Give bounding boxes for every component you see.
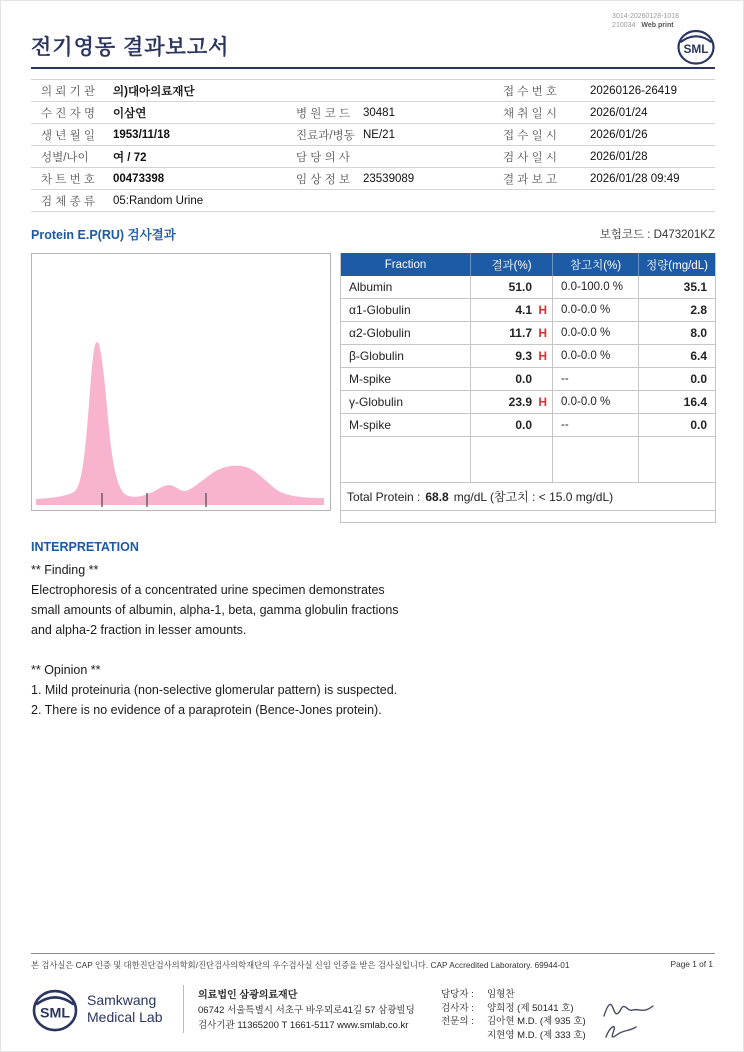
sml-logo-icon bbox=[676, 26, 716, 66]
field-value: 20260126-26419 bbox=[590, 84, 677, 97]
field-value: 의)대아의료재단 bbox=[113, 85, 195, 98]
quantity-cell: 2.8 bbox=[690, 303, 707, 317]
field-value: NE/21 bbox=[363, 128, 395, 141]
staff-line: 검사자 : 양희정 (제 50141 호) bbox=[441, 1002, 574, 1014]
blank-line bbox=[31, 640, 651, 660]
table-row bbox=[31, 102, 715, 124]
fraction-cell: γ-Globulin bbox=[341, 391, 471, 413]
reference-cell: 0.0-0.0 % bbox=[553, 322, 639, 344]
interpretation-section bbox=[31, 537, 651, 720]
total-protein-label: Total Protein : bbox=[347, 489, 421, 504]
column-header: 결과(%) bbox=[471, 253, 553, 276]
reference-cell: 0.0-0.0 % bbox=[553, 345, 639, 367]
interpretation-heading: INTERPRETATION bbox=[31, 540, 139, 554]
abnormal-flag: H bbox=[538, 395, 547, 409]
table-row bbox=[341, 299, 715, 322]
field-value: 여 / 72 bbox=[113, 151, 147, 164]
field-label: 차 트 번 호 bbox=[41, 173, 96, 186]
field-label: 접 수 일 시 bbox=[503, 129, 558, 142]
fraction-cell: α2-Globulin bbox=[341, 322, 471, 344]
accreditation-text: 본 검사실은 CAP 인증 및 대한진단검사의학회/진단검사의학재단의 우수검사실 신임 인증을 받은 검사실입니다. CAP Accredited Laboratory. 69944-01 bbox=[31, 960, 570, 970]
svg-text:SML: SML bbox=[683, 41, 709, 56]
field-label: 접 수 번 호 bbox=[503, 85, 558, 98]
page-title: 전기영동 결과보고서 bbox=[31, 36, 230, 59]
finding-line: small amounts of albumin, alpha-1, beta, gamma globulin fractions bbox=[31, 603, 399, 617]
table-row bbox=[31, 80, 715, 102]
field-value: 00473398 bbox=[113, 172, 165, 185]
field-value: 23539089 bbox=[363, 172, 415, 185]
reference-cell: 0.0-100.0 % bbox=[553, 276, 639, 298]
abnormal-flag: H bbox=[538, 303, 547, 317]
total-protein-unit: mg/dL (참고치 : < 15.0 mg/dL) bbox=[453, 490, 614, 504]
field-label: 채 취 일 시 bbox=[503, 107, 558, 120]
company-info bbox=[183, 985, 421, 1033]
table-row bbox=[31, 124, 715, 146]
field-label: 검 체 종 류 bbox=[41, 195, 96, 208]
field-value: 2026/01/26 bbox=[590, 128, 648, 141]
quantity-cell: 8.0 bbox=[690, 326, 707, 340]
table-row bbox=[341, 345, 715, 368]
signature-icon bbox=[600, 1021, 644, 1043]
table-row-empty bbox=[341, 437, 715, 483]
column-header: 참고치(%) bbox=[553, 253, 639, 276]
finding-line: Electrophoresis of a concentrated urine specimen demonstrates bbox=[31, 583, 385, 597]
fraction-cell: M-spike bbox=[341, 368, 471, 390]
company-address: 06742 서울특별시 서초구 바우뫼로41길 57 삼광빌딩 bbox=[198, 1005, 415, 1016]
staff-line: 담당자 : 임형찬 bbox=[441, 989, 515, 1000]
signatures bbox=[600, 985, 662, 1043]
company-contact: 검사기관 11365200 T 1661-5117 www.smlab.co.kr bbox=[198, 1020, 409, 1031]
result-cell: 51.0 bbox=[471, 276, 553, 298]
abnormal-flag: H bbox=[538, 326, 547, 340]
insurance-code: 보험코드 : D473201KZ bbox=[599, 229, 715, 241]
print-code bbox=[612, 12, 679, 30]
table-row bbox=[341, 391, 715, 414]
result-cell: 9.3 H bbox=[471, 345, 553, 367]
field-value: 2026/01/24 bbox=[590, 106, 648, 119]
field-label: 담 당 의 사 bbox=[296, 151, 351, 164]
print-code-line1: 3014-20260128-1018 bbox=[612, 13, 679, 20]
signature-icon bbox=[600, 999, 662, 1021]
table-row bbox=[31, 146, 715, 168]
web-print-label: Web print bbox=[641, 22, 674, 29]
page-number: Page 1 of 1 bbox=[670, 959, 713, 969]
finding-title: ** Finding ** bbox=[31, 563, 99, 577]
staff-line: 지현영 M.D. (제 333 호) bbox=[487, 1029, 586, 1041]
total-protein-value: 68.8 bbox=[425, 489, 449, 504]
result-cell: 4.1 H bbox=[471, 299, 553, 321]
field-value: 2026/01/28 bbox=[590, 150, 648, 163]
opinion-title: ** Opinion ** bbox=[31, 663, 101, 677]
results-table bbox=[340, 253, 716, 523]
results-table-header bbox=[341, 253, 715, 276]
field-value: 1953/11/18 bbox=[113, 128, 170, 141]
result-section-header bbox=[31, 225, 715, 243]
staff-info bbox=[441, 985, 586, 1042]
field-label: 임 상 정 보 bbox=[296, 173, 351, 186]
column-header: Fraction bbox=[341, 253, 471, 276]
densitometry-chart bbox=[31, 253, 331, 511]
reference-cell: -- bbox=[553, 414, 639, 436]
finding-line: and alpha-2 fraction in lesser amounts. bbox=[31, 623, 247, 637]
table-row bbox=[31, 190, 715, 212]
footer bbox=[31, 985, 715, 1043]
reference-cell: -- bbox=[553, 368, 639, 390]
field-label: 의 뢰 기 관 bbox=[41, 85, 96, 98]
footer-divider bbox=[31, 953, 715, 954]
lab-name: Samkwang Medical Lab bbox=[87, 992, 163, 1025]
field-label: 병 원 코 드 bbox=[296, 107, 351, 120]
field-label: 진료과/병동 bbox=[296, 129, 355, 142]
result-cell: 11.7 H bbox=[471, 322, 553, 344]
svg-text:SML: SML bbox=[39, 1005, 71, 1022]
patient-info-table bbox=[31, 79, 715, 212]
result-cell: 23.9 H bbox=[471, 391, 553, 413]
table-row bbox=[31, 168, 715, 190]
quantity-cell: 0.0 bbox=[690, 372, 707, 386]
field-value: 이삼연 bbox=[113, 107, 147, 120]
quantity-cell: 16.4 bbox=[683, 395, 707, 409]
title-divider bbox=[31, 67, 715, 69]
reference-cell: 0.0-0.0 % bbox=[553, 299, 639, 321]
company-name: 의료법인 삼광의료재단 bbox=[198, 990, 298, 1001]
staff-line: 전문의 : 김아현 M.D. (제 935 호) bbox=[441, 1016, 586, 1027]
opinion-line: 1. Mild proteinuria (non-selective glomerular pattern) is suspected. bbox=[31, 683, 398, 697]
field-label: 성별/나이 bbox=[41, 151, 89, 164]
field-label: 결 과 보 고 bbox=[503, 173, 558, 186]
table-row bbox=[341, 414, 715, 437]
fraction-cell: β-Globulin bbox=[341, 345, 471, 367]
table-row bbox=[341, 276, 715, 299]
column-header: 정량(mg/dL) bbox=[646, 259, 708, 272]
table-row bbox=[341, 322, 715, 345]
table-row bbox=[341, 368, 715, 391]
field-value: 30481 bbox=[363, 106, 395, 119]
print-code-line2: 210034 Web print bbox=[612, 22, 674, 29]
quantity-cell: 0.0 bbox=[690, 418, 707, 432]
fraction-cell: α1-Globulin bbox=[341, 299, 471, 321]
opinion-line: 2. There is no evidence of a paraprotein (Bence-Jones protein). bbox=[31, 703, 382, 717]
field-value: 2026/01/28 09:49 bbox=[590, 172, 680, 185]
section-title: Protein E.P(RU) 검사결과 bbox=[31, 228, 176, 242]
quantity-cell: 6.4 bbox=[690, 349, 707, 363]
fraction-cell: M-spike bbox=[341, 414, 471, 436]
result-cell: 0.0 bbox=[471, 368, 553, 390]
field-label: 수 진 자 명 bbox=[41, 107, 96, 120]
quantity-cell: 35.1 bbox=[683, 280, 707, 294]
field-label: 검 사 일 시 bbox=[503, 151, 558, 164]
reference-cell: 0.0-0.0 % bbox=[553, 391, 639, 413]
field-label: 생 년 월 일 bbox=[41, 129, 96, 142]
field-value: 05:Random Urine bbox=[113, 194, 204, 207]
lab-logo-block bbox=[31, 985, 181, 1033]
electrophoresis-curve-icon bbox=[32, 254, 330, 510]
abnormal-flag: H bbox=[538, 349, 547, 363]
total-protein-row bbox=[341, 483, 715, 511]
sml-logo-icon bbox=[31, 985, 79, 1033]
result-cell: 0.0 bbox=[471, 414, 553, 436]
table-footer-spacer bbox=[341, 511, 715, 523]
fraction-cell: Albumin bbox=[341, 276, 471, 298]
